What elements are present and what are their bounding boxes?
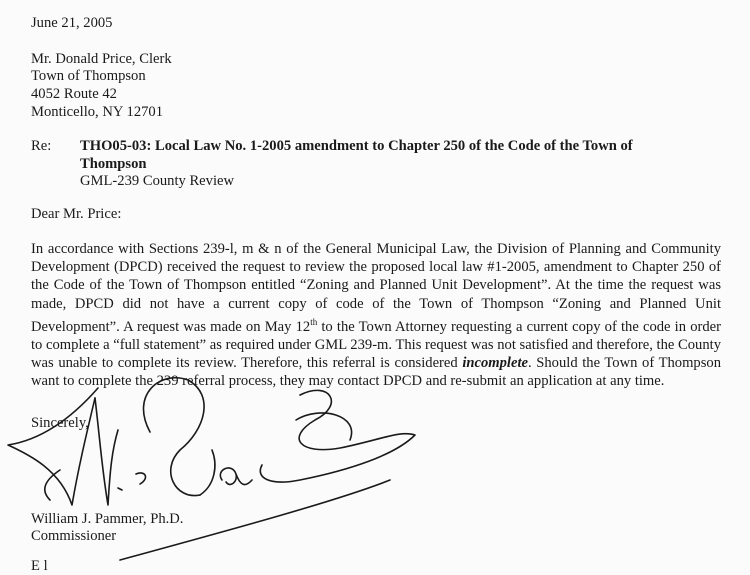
body-paragraph bbox=[31, 240, 721, 390]
re-title-line: THO05-03: Local Law No. 1-2005 amendment to Chapter 250 of the Code of the Town of bbox=[80, 138, 633, 154]
closing: Sincerely, bbox=[31, 415, 89, 431]
re-subject bbox=[80, 138, 633, 191]
body-text: to the Town Attorney requesting a current copy of the code in order to complete a “full statement” as required under GML 239-m. This request was not satisfied and therefore, the County was unable to complete its review. Therefore, this referral is considered bbox=[31, 318, 721, 372]
letter-date: June 21, 2005 bbox=[31, 15, 113, 31]
recipient-line: Monticello, NY 12701 bbox=[31, 104, 164, 120]
recipient-line: Town of Thompson bbox=[31, 68, 146, 84]
body-text: In accordance with Sections 239-l, m & n of the General Municipal Law, the Division of Planning and Community Development (DPCD) received the request to review the proposed local law #1-2005, amendment to Chapter 250 of the Code of the Town of Thompson entitled “Zoning and Planned Unit Development”. At the time the request was made, DPCD did not have a current copy of code of the Town of Thompson “Zoning and Planned Unit Development”. A request was made on May 12 bbox=[31, 241, 721, 335]
signer-title: Commissioner bbox=[31, 528, 117, 544]
re-label: Re: bbox=[31, 138, 52, 154]
body-emphasis: incomplete bbox=[462, 355, 528, 372]
enclosure-partial: E l bbox=[31, 558, 48, 574]
recipient-line: 4052 Route 42 bbox=[31, 86, 117, 102]
body-superscript: th bbox=[310, 316, 318, 327]
salutation: Dear Mr. Price: bbox=[31, 206, 122, 222]
recipient-line: Mr. Donald Price, Clerk bbox=[31, 51, 172, 67]
body-text: . Should the Town of Thompson want to complete the 239 referral process, they may contact DPCD and re-submit an application at any time. bbox=[31, 355, 722, 390]
signer-name: William J. Pammer, Ph.D. bbox=[31, 511, 184, 527]
re-subtitle: GML-239 County Review bbox=[80, 173, 235, 189]
re-title-line: Thompson bbox=[80, 155, 147, 172]
